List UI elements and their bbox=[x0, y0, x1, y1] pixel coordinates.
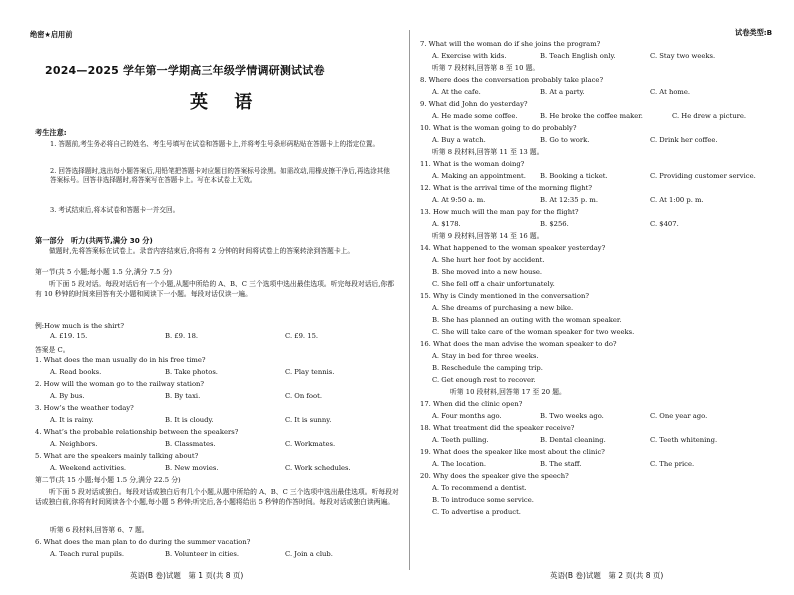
footer-left: 英语(B 卷)试题 第 1 页(共 8 页) bbox=[130, 571, 244, 580]
q5-option-a: A. Weekend activities. bbox=[50, 464, 127, 472]
q20-option-c: C. To advertise a product. bbox=[432, 508, 521, 516]
q4-option-b: B. Classmates. bbox=[165, 440, 216, 448]
q1-option-b: B. Take photos. bbox=[165, 368, 218, 376]
q9-option-a: A. He made some coffee. bbox=[432, 112, 518, 120]
q4-option-a: A. Neighbors. bbox=[50, 440, 98, 448]
q13-option-a: A. $178. bbox=[432, 220, 461, 228]
q8-option-b: B. At a party. bbox=[540, 88, 585, 96]
q14-option-a: A. She hurt her foot by accident. bbox=[432, 256, 545, 264]
q9-option-c: C. He drew a picture. bbox=[672, 112, 747, 120]
material-9: 听第 9 段材料,回答第 14 至 16 题。 bbox=[432, 232, 544, 240]
example-option-c: C. £9. 15. bbox=[285, 332, 319, 340]
q18-option-b: B. Dental cleaning. bbox=[540, 436, 606, 444]
example-option-a: A. £19. 15. bbox=[50, 332, 88, 340]
footer-right: 英语(B 卷)试题 第 2 页(共 8 页) bbox=[550, 571, 664, 580]
example-answer: 答案是 C。 bbox=[35, 346, 70, 354]
part1-heading: 第一部分 听力(共两节,满分 30 分) bbox=[35, 236, 153, 245]
material-7: 听第 7 段材料,回答第 8 至 10 题。 bbox=[432, 64, 540, 72]
q7-option-b: B. Teach English only. bbox=[540, 52, 616, 60]
q2-option-a: A. By bus. bbox=[50, 392, 85, 400]
q2-option-b: B. By taxi. bbox=[165, 392, 201, 400]
question-17: 17. When did the clinic open? bbox=[420, 400, 523, 408]
section1-heading: 第一节(共 5 小题;每小题 1.5 分,满分 7.5 分) bbox=[35, 268, 173, 276]
q12-option-b: B. At 12:35 p. m. bbox=[540, 196, 599, 204]
q5-option-b: B. New movies. bbox=[165, 464, 219, 472]
q3-option-c: C. It is sunny. bbox=[285, 416, 332, 424]
question-20: 20. Why does the speaker give the speech? bbox=[420, 472, 569, 480]
q12-option-c: C. At 1:00 p. m. bbox=[650, 196, 704, 204]
question-3: 3. How’s the weather today? bbox=[35, 404, 134, 412]
example-option-b: B. £9. 18. bbox=[165, 332, 199, 340]
question-12: 12. What is the arrival time of the morning flight? bbox=[420, 184, 592, 192]
q19-option-b: B. The staff. bbox=[540, 460, 582, 468]
question-2: 2. How will the woman go to the railway station? bbox=[35, 380, 205, 388]
section2-heading: 第二节(共 15 小题;每小题 1.5 分,满分 22.5 分) bbox=[35, 476, 181, 484]
material-10: 听第 10 段材料,回答第 17 至 20 题。 bbox=[450, 388, 566, 396]
q11-option-a: A. Making an appointment. bbox=[432, 172, 526, 180]
section2-intro: 听下面 5 段对话或独白。每段对话或独白后有几个小题,从题中所给的 A、B、C 三个选项中选出最佳选项。听每段对话或独白前,你将有时间阅读各个小题,每小题 5 秒钟;听完后,各小题将给出 5 秒钟的作答时间。每段对话或独白读两遍。 bbox=[35, 488, 399, 506]
question-14: 14. What happened to the woman speaker yesterday? bbox=[420, 244, 606, 252]
q14-option-b: B. She moved into a new house. bbox=[432, 268, 543, 276]
q13-option-b: B. $256. bbox=[540, 220, 569, 228]
subject-title: 英 语 bbox=[190, 92, 263, 113]
question-18: 18. What treatment did the speaker receive? bbox=[420, 424, 575, 432]
question-5: 5. What are the speakers mainly talking about? bbox=[35, 452, 199, 460]
q6-option-b: B. Volunteer in cities. bbox=[165, 550, 240, 558]
question-19: 19. What does the speaker like most about the clinic? bbox=[420, 448, 605, 456]
q13-option-c: C. $407. bbox=[650, 220, 679, 228]
q6-option-c: C. Join a club. bbox=[285, 550, 333, 558]
material-8: 听第 8 段材料,回答第 11 至 13 题。 bbox=[432, 148, 544, 156]
note-item-1: 1. 答题前,考生务必将自己的姓名、考生号填写在试卷和答题卡上,并将考生号条形码粘贴在答题卡上的指定位置。 bbox=[50, 140, 380, 148]
q15-option-b: B. She has planned an outing with the woman speaker. bbox=[432, 316, 622, 324]
q9-option-b: B. He broke the coffee maker. bbox=[540, 112, 643, 120]
q16-option-c: C. Get enough rest to recover. bbox=[432, 376, 536, 384]
q19-option-c: C. The price. bbox=[650, 460, 695, 468]
q6-option-a: A. Teach rural pupils. bbox=[50, 550, 124, 558]
q17-option-a: A. Four months ago. bbox=[432, 412, 502, 420]
q20-option-b: B. To introduce some service. bbox=[432, 496, 534, 504]
q7-option-c: C. Stay two weeks. bbox=[650, 52, 716, 60]
example-question: 例:How much is the shirt? bbox=[35, 322, 125, 330]
notes-heading: 考生注意: bbox=[35, 128, 67, 137]
question-1: 1. What does the man usually do in his free time? bbox=[35, 356, 206, 364]
q10-option-c: C. Drink her coffee. bbox=[650, 136, 718, 144]
q20-option-a: A. To recommend a dentist. bbox=[432, 484, 527, 492]
note-item-2: 2. 回答选择题时,选出每小题答案后,用铅笔把答题卡对应题目的答案标号涂黑。如需改动,用橡皮擦干净后,再选涂其他答案标号。回答非选择题时,将答案写在答题卡上。写在本试卷上无效。 bbox=[50, 167, 390, 184]
secret-label: 绝密★启用前 bbox=[30, 30, 73, 39]
note-item-3: 3. 考试结束后,将本试卷和答题卡一并交回。 bbox=[50, 206, 180, 214]
q7-option-a: A. Exercise with kids. bbox=[432, 52, 507, 60]
question-13: 13. How much will the man pay for the flight? bbox=[420, 208, 579, 216]
q12-option-a: A. At 9:50 a. m. bbox=[432, 196, 486, 204]
q16-option-b: B. Reschedule the camping trip. bbox=[432, 364, 543, 372]
q11-option-c: C. Providing customer service. bbox=[650, 172, 756, 180]
question-6: 6. What does the man plan to do during the summer vacation? bbox=[35, 538, 251, 546]
q10-option-a: A. Buy a watch. bbox=[432, 136, 486, 144]
q5-option-c: C. Work schedules. bbox=[285, 464, 351, 472]
q3-option-b: B. It is cloudy. bbox=[165, 416, 214, 424]
q14-option-c: C. She fell off a chair unfortunately. bbox=[432, 280, 555, 288]
paper-type: 试卷类型:B bbox=[735, 28, 773, 37]
question-11: 11. What is the woman doing? bbox=[420, 160, 525, 168]
q17-option-b: B. Two weeks ago. bbox=[540, 412, 604, 420]
question-7: 7. What will the woman do if she joins the program? bbox=[420, 40, 601, 48]
q3-option-a: A. It is rainy. bbox=[50, 416, 94, 424]
q8-option-c: C. At home. bbox=[650, 88, 691, 96]
q16-option-a: A. Stay in bed for three weeks. bbox=[432, 352, 539, 360]
material-6: 听第 6 段材料,回答第 6、7 题。 bbox=[50, 526, 149, 534]
question-4: 4. What’s the probable relationship between the speakers? bbox=[35, 428, 239, 436]
q17-option-c: C. One year ago. bbox=[650, 412, 708, 420]
section1-intro: 听下面 5 段对话。每段对话后有一个小题,从题中所给的 A、B、C 三个选项中选出最佳选项。听完每段对话后,你都有 10 秒钟的时间来回答有关小题和阅读下一小题。每段对话仅读一遍。 bbox=[35, 280, 395, 298]
q11-option-b: B. Booking a ticket. bbox=[540, 172, 608, 180]
q1-option-a: A. Read books. bbox=[50, 368, 102, 376]
exam-title: 2024—2025 学年第一学期高三年级学情调研测试试卷 bbox=[45, 64, 325, 77]
q15-option-c: C. She will take care of the woman speaker for two weeks. bbox=[432, 328, 635, 336]
q2-option-c: C. On foot. bbox=[285, 392, 322, 400]
q15-option-a: A. She dreams of purchasing a new bike. bbox=[432, 304, 574, 312]
q4-option-c: C. Workmates. bbox=[285, 440, 336, 448]
question-16: 16. What does the man advise the woman speaker to do? bbox=[420, 340, 617, 348]
q18-option-c: C. Teeth whitening. bbox=[650, 436, 718, 444]
q8-option-a: A. At the cafe. bbox=[432, 88, 481, 96]
part1-intro: 做题时,先将答案标在试卷上。录音内容结束后,你将有 2 分钟的时间将试卷上的答案转涂到答题卡上。 bbox=[49, 247, 355, 255]
question-10: 10. What is the woman going to do probably? bbox=[420, 124, 577, 132]
q10-option-b: B. Go to work. bbox=[540, 136, 590, 144]
question-15: 15. Why is Cindy mentioned in the conversation? bbox=[420, 292, 589, 300]
q19-option-a: A. The location. bbox=[432, 460, 486, 468]
q1-option-c: C. Play tennis. bbox=[285, 368, 335, 376]
q18-option-a: A. Teeth pulling. bbox=[432, 436, 489, 444]
question-8: 8. Where does the conversation probably take place? bbox=[420, 76, 604, 84]
right-column bbox=[410, 0, 794, 595]
question-9: 9. What did John do yesterday? bbox=[420, 100, 528, 108]
